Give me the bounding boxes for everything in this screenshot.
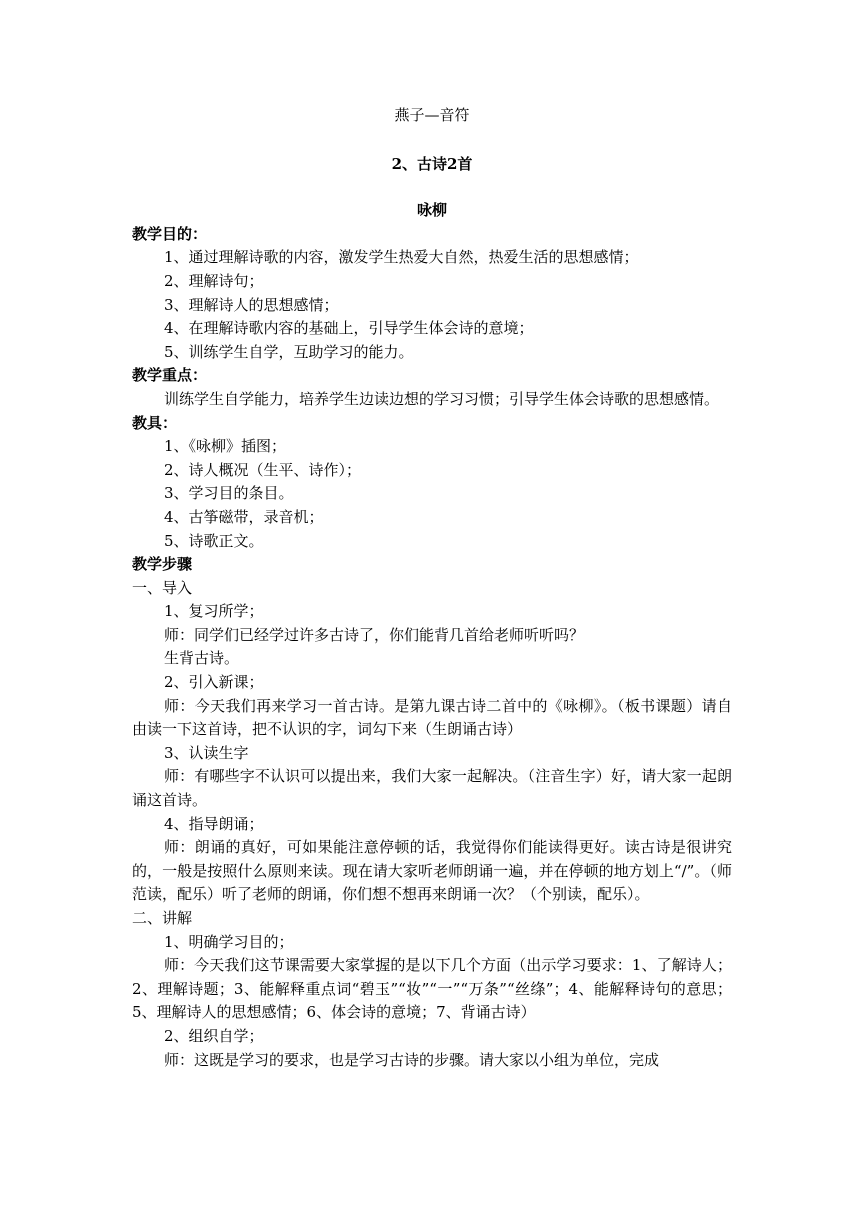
document-top-title: 燕子—音符 [394, 106, 470, 124]
step-line: 1、明确学习目的； [164, 932, 294, 951]
tool-item: 2、诗人概况（生平、诗作）； [164, 460, 362, 479]
tool-item: 1、《咏柳》插图； [164, 437, 287, 456]
step-line: 3、认读生字 [164, 743, 249, 762]
objectives-heading: 教学目的： [132, 224, 208, 243]
step-paragraph: 师：朗诵的真好，可如果能注意停顿的话，我觉得你们能读得更好。读古诗是很讲究的，一般是按照什么原则来读。现在请大家听老师朗诵一遍，并在停顿的地方划上“/”。（师范读，配乐）听了老师的朗诵，你们想不想再来朗诵一次？（个别读，配乐）。 [132, 838, 732, 904]
step-paragraph: 师：这既是学习的要求，也是学习古诗的步骤。请大家以小组为单位，完成 [164, 1050, 660, 1069]
tools-heading: 教具： [132, 413, 178, 432]
step-line: 2、组织自学； [164, 1026, 264, 1045]
objective-item: 1、通过理解诗歌的内容，激发学生热爱大自然，热爱生活的思想感情； [164, 248, 639, 267]
poem-title: 咏柳 [416, 201, 447, 220]
step-line: 1、复习所学； [164, 602, 264, 621]
step-line: 2、引入新课； [164, 673, 264, 692]
objective-item: 2、理解诗句； [164, 271, 264, 290]
objective-item: 4、在理解诗歌内容的基础上，引导学生体会诗的意境； [164, 319, 534, 338]
steps-heading: 教学步骤 [132, 555, 193, 574]
step-line: 4、指导朗诵； [164, 814, 264, 833]
step-paragraph: 师：有哪些字不认识可以提出来，我们大家一起解决。（注音生字）好，请大家一起朗诵这首诗。 [132, 767, 732, 810]
step-line: 生背古诗。 [164, 649, 240, 668]
step-paragraph: 师：今天我们再来学习一首古诗。是第九课古诗二首中的《咏柳》。（板书课题）请自由读一下这首诗，把不认识的字，词勾下来（生朗诵古诗） [132, 696, 732, 739]
section-title-explain: 二、讲解 [132, 909, 193, 927]
objective-item: 5、训练学生自学，互助学习的能力。 [164, 342, 414, 361]
section-title-intro: 一、导入 [132, 578, 193, 597]
step-line: 师：同学们已经学过许多古诗了，你们能背几首给老师听听吗？ [164, 625, 585, 644]
key-points-text: 训练学生自学能力，培养学生边读边想的学习习惯；引导学生体会诗歌的思想感情。 [164, 389, 720, 408]
tool-item: 3、学习目的条目。 [164, 484, 294, 503]
key-points-heading: 教学重点： [132, 366, 208, 385]
tool-item: 4、古筝磁带，录音机； [164, 507, 324, 526]
document-body [132, 104, 732, 1072]
objective-item: 3、理解诗人的思想感情； [164, 295, 339, 314]
tool-item: 5、诗歌正文。 [164, 531, 264, 550]
lesson-title: 2、古诗2首 [391, 154, 473, 173]
step-paragraph: 师：今天我们这节课需要大家掌握的是以下几个方面（出示学习要求：1、了解诗人；2、理解诗题；3、能解释重点词“碧玉”“妆”“一”“万条”“丝绦”；4、能解释诗句的意思；5、理解诗人的思想感情；6、体会诗的意境；7、背诵古诗） [132, 956, 732, 1022]
